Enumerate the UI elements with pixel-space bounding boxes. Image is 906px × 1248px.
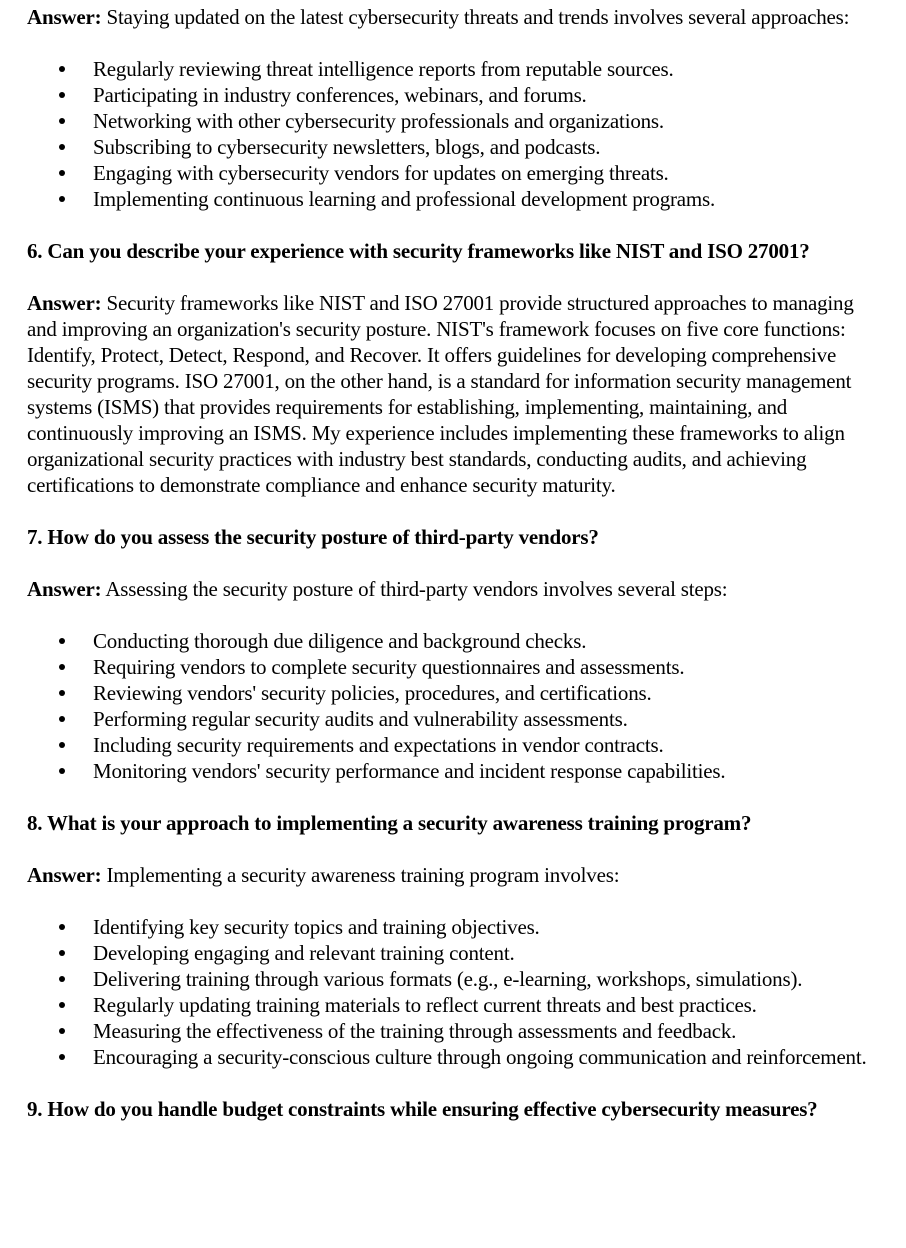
bullet-icon <box>59 950 65 956</box>
bullet-icon <box>59 664 65 670</box>
question-heading: 9. How do you handle budget constraints while ensuring effective cybersecurity measures? <box>27 1097 818 1121</box>
list-item <box>27 706 884 732</box>
bullet-icon <box>59 742 65 748</box>
answer-paragraph <box>27 862 884 888</box>
list-item <box>27 82 884 108</box>
bullet-icon <box>59 196 65 202</box>
list-item <box>27 966 884 992</box>
list-item-text: Regularly updating training materials to reflect current threats and best practices. <box>93 993 757 1017</box>
list-item-text: Performing regular security audits and vulnerability assessments. <box>93 707 628 731</box>
list-item <box>27 940 884 966</box>
answer-paragraph <box>27 290 884 498</box>
bullet-icon <box>59 1028 65 1034</box>
list-item-text: Conducting thorough due diligence and background checks. <box>93 629 587 653</box>
list-item <box>27 108 884 134</box>
bullet-list <box>27 914 884 1070</box>
answer-label: Answer: <box>27 5 102 29</box>
bullet-list <box>27 56 884 212</box>
bullet-icon <box>59 1002 65 1008</box>
bullet-icon <box>59 118 65 124</box>
bullet-icon <box>59 690 65 696</box>
question-heading: 8. What is your approach to implementing a security awareness training program? <box>27 811 752 835</box>
list-item <box>27 680 884 706</box>
list-item-text: Engaging with cybersecurity vendors for updates on emerging threats. <box>93 161 669 185</box>
bullet-icon <box>59 924 65 930</box>
list-item <box>27 914 884 940</box>
question-heading: 6. Can you describe your experience with security frameworks like NIST and ISO 27001? <box>27 239 810 263</box>
bullet-icon <box>59 170 65 176</box>
list-item-text: Monitoring vendors' security performance and incident response capabilities. <box>93 759 726 783</box>
list-item-text: Reviewing vendors' security policies, procedures, and certifications. <box>93 681 652 705</box>
list-item-text: Implementing continuous learning and professional development programs. <box>93 187 716 211</box>
bullet-icon <box>59 768 65 774</box>
list-item-text: Networking with other cybersecurity professionals and organizations. <box>93 109 664 133</box>
bullet-icon <box>59 638 65 644</box>
answer-text: Security frameworks like NIST and ISO 27001 provide structured approaches to managing and improving an organization's security posture. NIST's framework focuses on five core functions: Identify, Protect, Detect, Respond, and Recover. It offers guidelines for developing comprehensive security programs. ISO 27001, on the other hand, is a standard for information security management systems (ISMS) that provides requirements for establishing, implementing, maintaining, and continuously improving an ISMS. My experience includes implementing these frameworks to align organizational security practices with industry best standards, conducting audits, and achieving certifications to demonstrate compliance and enhance security maturity. <box>27 291 854 497</box>
list-item-text: Participating in industry conferences, webinars, and forums. <box>93 83 587 107</box>
bullet-icon <box>59 1054 65 1060</box>
list-item-text: Encouraging a security-conscious culture through ongoing communication and reinforcement. <box>93 1045 867 1069</box>
list-item <box>27 1018 884 1044</box>
answer-label: Answer: <box>27 291 102 315</box>
list-item <box>27 134 884 160</box>
list-item <box>27 160 884 186</box>
bullet-icon <box>59 976 65 982</box>
list-item <box>27 992 884 1018</box>
bullet-icon <box>59 716 65 722</box>
list-item <box>27 654 884 680</box>
list-item-text: Subscribing to cybersecurity newsletters, blogs, and podcasts. <box>93 135 601 159</box>
bullet-icon <box>59 92 65 98</box>
list-item-text: Requiring vendors to complete security questionnaires and assessments. <box>93 655 685 679</box>
list-item <box>27 628 884 654</box>
bullet-icon <box>59 66 65 72</box>
answer-label: Answer: <box>27 577 102 601</box>
list-item-text: Delivering training through various formats (e.g., e-learning, workshops, simulations). <box>93 967 803 991</box>
question-heading: 7. How do you assess the security posture of third-party vendors? <box>27 525 599 549</box>
answer-text: Implementing a security awareness training program involves: <box>106 863 620 887</box>
list-item <box>27 186 884 212</box>
list-item-text: Identifying key security topics and training objectives. <box>93 915 540 939</box>
list-item <box>27 758 884 784</box>
list-item <box>27 1044 884 1070</box>
list-item <box>27 732 884 758</box>
answer-label: Answer: <box>27 863 102 887</box>
answer-text: Assessing the security posture of third-party vendors involves several steps: <box>105 577 728 601</box>
bullet-icon <box>59 144 65 150</box>
list-item <box>27 56 884 82</box>
bullet-list <box>27 628 884 784</box>
list-item-text: Developing engaging and relevant training content. <box>93 941 515 965</box>
list-item-text: Measuring the effectiveness of the training through assessments and feedback. <box>93 1019 737 1043</box>
answer-paragraph <box>27 576 884 602</box>
answer-paragraph <box>27 4 884 30</box>
answer-text: Staying updated on the latest cybersecurity threats and trends involves several approaches: <box>106 5 850 29</box>
list-item-text: Including security requirements and expectations in vendor contracts. <box>93 733 664 757</box>
list-item-text: Regularly reviewing threat intelligence reports from reputable sources. <box>93 57 674 81</box>
